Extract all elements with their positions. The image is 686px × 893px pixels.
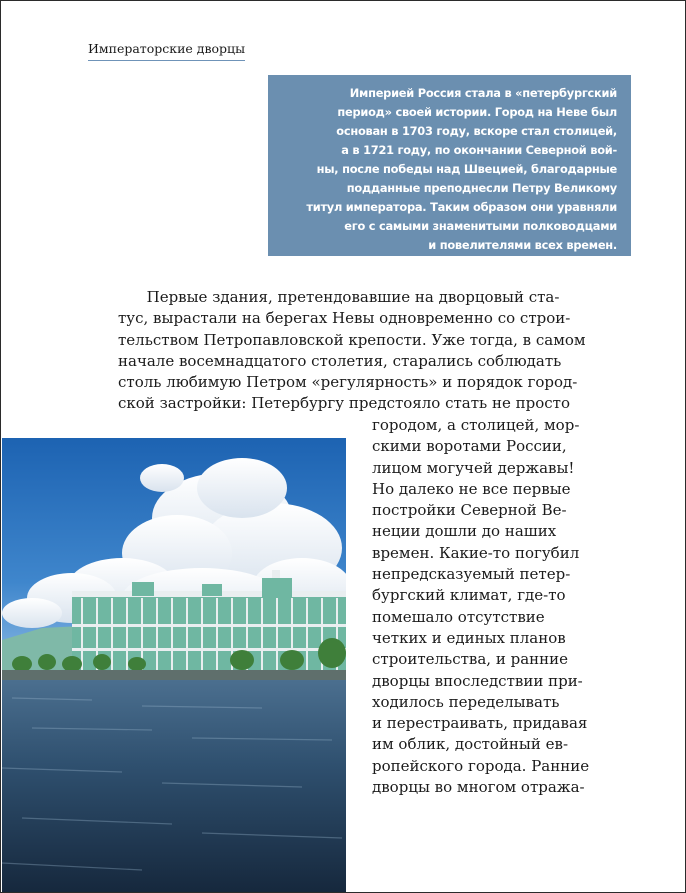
body-line: помешало отсутствие: [372, 607, 545, 626]
winter-palace-photo: [2, 438, 346, 892]
body-line: ской застройки: Петербургу предстояло стать не просто: [118, 394, 570, 413]
callout-line: подданные преподнесли Петру Великому: [346, 181, 617, 195]
callout-line: ны, после победы над Швецией, благодарные: [316, 162, 617, 176]
callout-line: Империей Россия стала в «петербургский: [349, 86, 617, 100]
body-line: дворцы во многом отража-: [372, 778, 585, 797]
body-line: им облик, достойный ев-: [372, 735, 569, 754]
callout-line: период» своей истории. Город на Неве был: [337, 105, 617, 119]
callout-line: титул императора. Таким образом они уравняли: [306, 200, 617, 214]
body-line: Но далеко не все первые: [372, 479, 571, 498]
body-line: столь любимую Петром «регулярность» и порядок город-: [118, 373, 578, 392]
river: [2, 680, 346, 892]
body-paragraph-wide: [118, 287, 586, 415]
body-line: непредсказуемый петер-: [372, 565, 571, 584]
body-line: четких и единых планов: [372, 628, 566, 647]
body-line: бургский климат, где-то: [372, 586, 566, 605]
body-line: ходилось переделывать: [372, 692, 560, 711]
callout-line: основан в 1703 году, вскоре стал столицей,: [336, 124, 617, 138]
body-line: ропейского города. Ранние: [372, 756, 590, 775]
body-line: неции дошли до наших: [372, 522, 557, 541]
body-line: тус, вырастали на берегах Невы одновременно со строи-: [118, 309, 571, 328]
callout-line: а в 1721 году, по окончании Северной вой-: [341, 143, 617, 157]
body-line: городом, а столицей, мор-: [372, 416, 580, 434]
body-line: и перестраивать, придавая: [372, 714, 588, 733]
callout-line: его с самыми знаменитыми полководцами: [344, 219, 617, 233]
body-line: дворцы впоследствии при-: [372, 671, 583, 690]
body-line: времен. Какие-то погубил: [372, 543, 580, 562]
body-line: лицом могучей державы!: [372, 458, 575, 477]
body-line: постройки Северной Ве-: [372, 501, 567, 520]
callout-box: [268, 75, 631, 256]
body-line: Первые здания, претендовавшие на дворцовый ста-: [118, 288, 560, 306]
embankment: [2, 670, 346, 680]
body-line: скими воротами России,: [372, 437, 567, 456]
running-header: Императорские дворцы: [88, 41, 245, 61]
body-line: строительства, и ранние: [372, 650, 569, 669]
body-line: тельством Петропавловской крепости. Уже тогда, в самом: [118, 330, 586, 349]
body-paragraph-narrow: [372, 415, 589, 798]
callout-line: и повелителями всех времен.: [428, 238, 617, 252]
body-line: начале восемнадцатого столетия, старались соблюдать: [118, 351, 562, 370]
